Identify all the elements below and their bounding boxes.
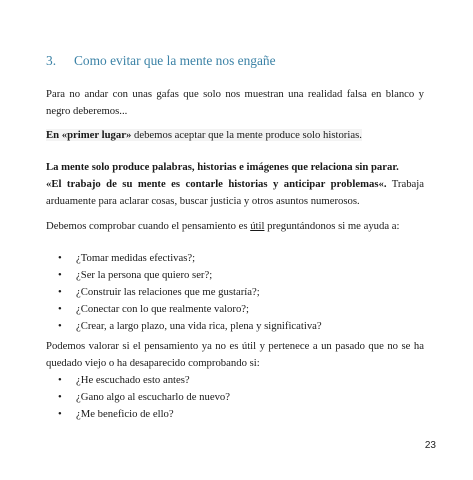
bullet-list-2 [46,372,424,423]
section-title: Como evitar que la mente nos engañe [74,53,276,68]
paragraph-valorar-line-2: quedado viejo o ha desaparecido comprobando si: [46,357,260,369]
paragraph-mente-line-1: La mente solo produce palabras, historias e imágenes que relaciona sin parar. [46,161,399,173]
bullet-icon: • [58,252,62,264]
paragraph-intro [46,86,424,120]
list-item: • ¿Conectar con lo que realmente valoro?; [46,301,424,318]
bullet-list-1 [46,250,424,335]
paragraph-mente-line-3: arduamente para aclarar cosas, buscar justicia y otros asuntos numerosos. [46,195,360,207]
paragraph-mente-quote: «El trabajo de su mente es contarle historias y anticipar problemas«. [46,178,387,190]
list-item: • ¿He escuchado esto antes? [46,372,424,389]
paragraph-mente [46,159,424,210]
section-number: 3. [46,53,57,68]
paragraph-valorar [46,338,424,372]
list-item: • ¿Me beneficio de ello? [46,406,424,423]
bullet-icon: • [58,286,62,298]
list-item: • ¿Crear, a largo plazo, una vida rica, plena y significativa? [46,318,424,335]
list-item: • ¿Construir las relaciones que me gustaría?; [46,284,424,301]
paragraph-valorar-line-1: Podemos valorar si el pensamiento ya no es útil y pertenece a un pasado que no se ha [46,340,424,352]
primer-lugar-rest: debemos aceptar que la mente produce solo historias. [131,129,362,141]
list-item: • ¿Ser la persona que quiero ser?; [46,267,424,284]
list-item: • ¿Gano algo al escucharlo de nuevo? [46,389,424,406]
list-item: • ¿Tomar medidas efectivas?; [46,250,424,267]
comprobar-util: útil [250,220,265,232]
section-heading [46,53,276,69]
paragraph-mente-line-2-rest: Trabaja [386,178,425,190]
paragraph-primer-lugar [46,127,424,144]
page-number: 23 [424,440,436,451]
paragraph-intro-line-2: negro deberemos... [46,105,128,117]
primer-lugar-bold: En «primer lugar» [46,129,132,141]
bullet-icon: • [58,269,62,281]
comprobar-after: preguntándonos si me ayuda a: [264,220,400,232]
bullet-icon: • [58,374,62,386]
bullet-icon: • [58,391,62,403]
bullet-icon: • [58,408,62,420]
bullet-icon: • [58,303,62,315]
paragraph-comprobar [46,218,424,235]
paragraph-intro-line-1: Para no andar con unas gafas que solo nos muestran una realidad falsa en blanco y [46,88,424,100]
bullet-icon: • [58,320,62,332]
comprobar-before: Debemos comprobar cuando el pensamiento es [46,220,251,232]
